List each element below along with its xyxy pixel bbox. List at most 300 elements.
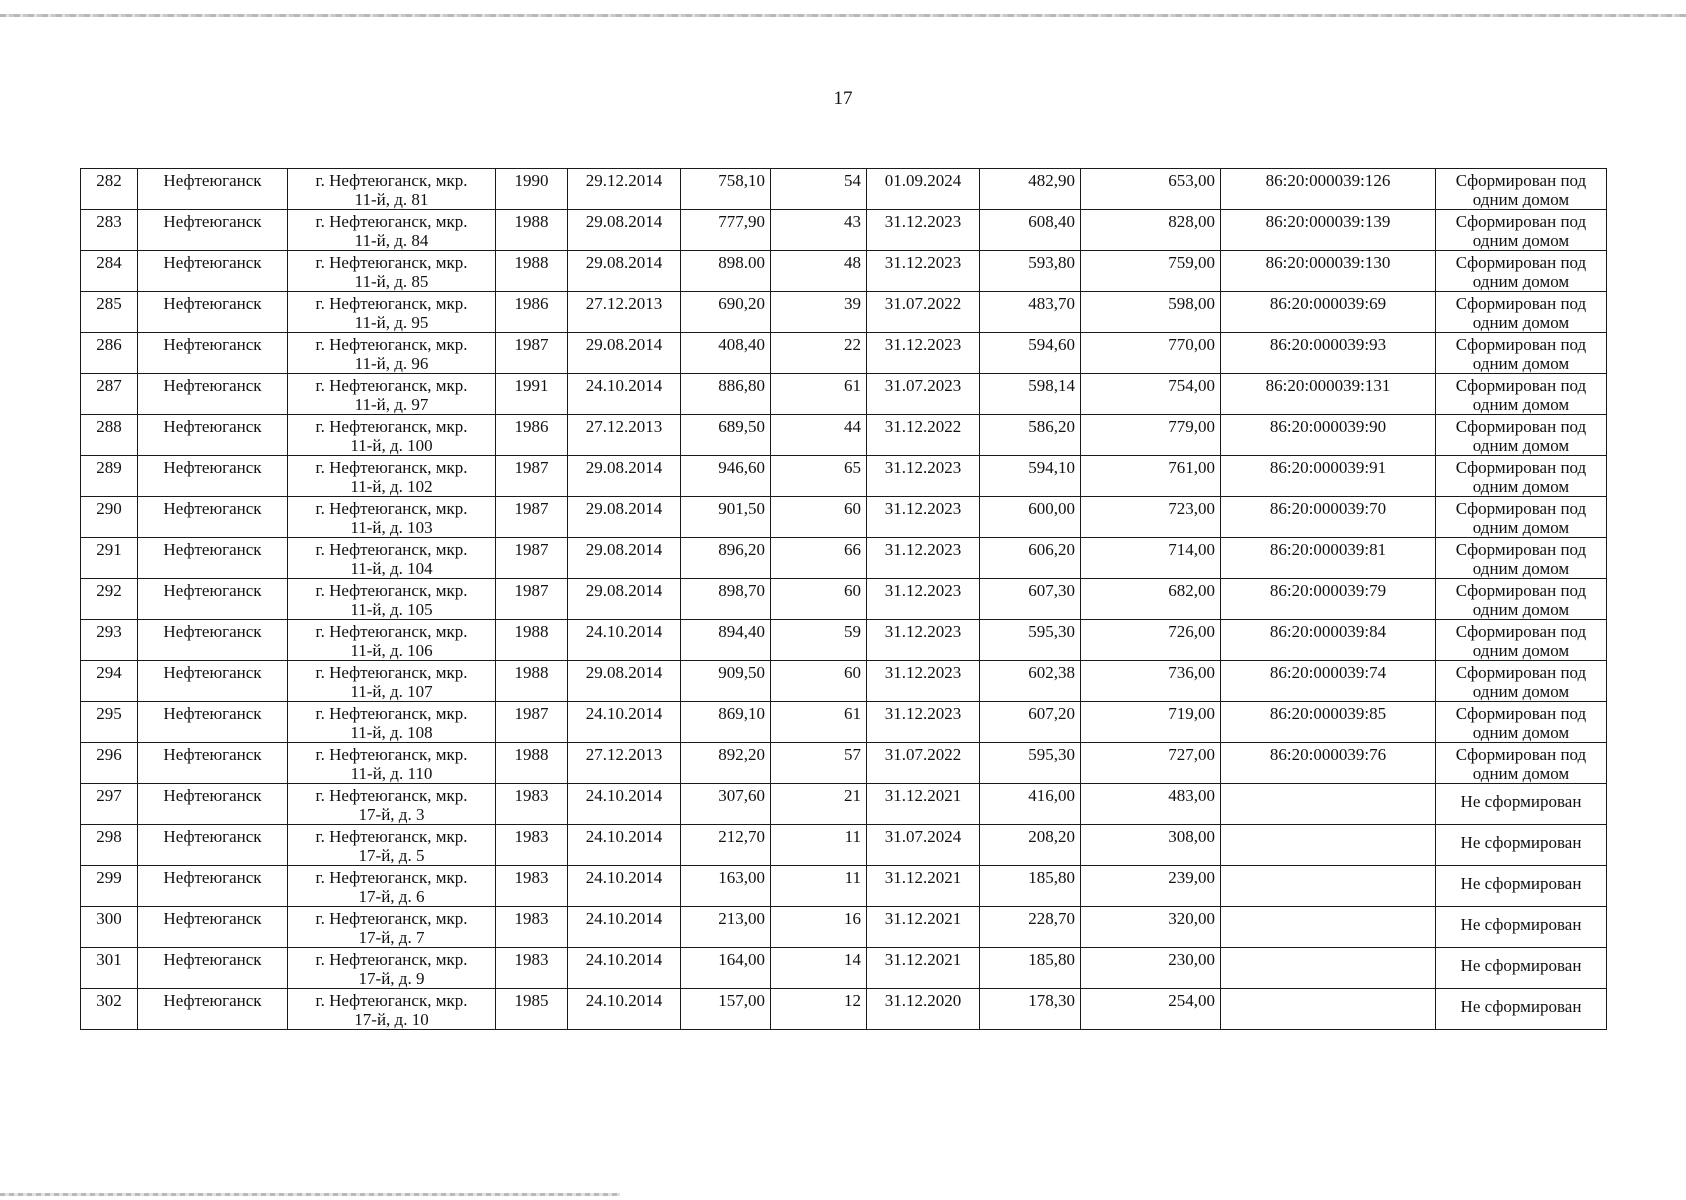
address-line-2: 17-й, д. 6 (358, 887, 425, 906)
year-cell: 1985 (496, 989, 568, 1030)
cadastral-cell: 86:20:000039:74 (1221, 661, 1436, 702)
area2-cell: 416,00 (980, 784, 1081, 825)
area2-cell: 602,38 (980, 661, 1081, 702)
year-cell: 1987 (496, 579, 568, 620)
year-cell: 1991 (496, 374, 568, 415)
address-cell (288, 825, 496, 866)
row-number: 291 (81, 538, 138, 579)
address-line-2: 11-й, д. 97 (354, 395, 429, 414)
area3-cell: 308,00 (1081, 825, 1221, 866)
status-line-1: Сформирован под (1455, 499, 1587, 518)
date-cell: 27.12.2013 (568, 415, 681, 456)
date-cell: 29.08.2014 (568, 579, 681, 620)
table-row (81, 374, 1607, 415)
cadastral-cell: 86:20:000039:139 (1221, 210, 1436, 251)
status-line-2: одним домом (1472, 518, 1570, 537)
residents-cell: 54 (771, 169, 867, 210)
area2-cell: 228,70 (980, 907, 1081, 948)
cadastral-cell: 86:20:000039:91 (1221, 456, 1436, 497)
year-cell: 1988 (496, 661, 568, 702)
row-number: 288 (81, 415, 138, 456)
status-line-2: одним домом (1472, 313, 1570, 332)
date-cell: 24.10.2014 (568, 825, 681, 866)
row-number: 289 (81, 456, 138, 497)
row-number: 285 (81, 292, 138, 333)
status-line-2: одним домом (1472, 641, 1570, 660)
city-cell: Нефтеюганск (138, 907, 288, 948)
area-cell: 307,60 (681, 784, 771, 825)
status-line-1: Сформирован под (1455, 417, 1587, 436)
date-cell: 24.10.2014 (568, 620, 681, 661)
address-line-2: 11-й, д. 95 (354, 313, 429, 332)
status-cell (1436, 415, 1607, 456)
row-number: 283 (81, 210, 138, 251)
area2-cell: 483,70 (980, 292, 1081, 333)
city-cell: Нефтеюганск (138, 784, 288, 825)
address-cell (288, 989, 496, 1030)
row-number: 287 (81, 374, 138, 415)
table-row (81, 210, 1607, 251)
row-number: 282 (81, 169, 138, 210)
address-cell (288, 456, 496, 497)
status-cell (1436, 579, 1607, 620)
area2-cell: 608,40 (980, 210, 1081, 251)
date-cell: 24.10.2014 (568, 907, 681, 948)
end-date-cell: 31.12.2023 (867, 579, 980, 620)
address-line-2: 11-й, д. 106 (350, 641, 433, 660)
area3-cell: 726,00 (1081, 620, 1221, 661)
row-number: 300 (81, 907, 138, 948)
end-date-cell: 31.12.2021 (867, 784, 980, 825)
status-line-2: одним домом (1472, 395, 1570, 414)
city-cell: Нефтеюганск (138, 538, 288, 579)
residents-cell: 65 (771, 456, 867, 497)
address-line-1: г. Нефтеюганск, мкр. (315, 704, 468, 723)
area3-cell: 723,00 (1081, 497, 1221, 538)
residents-cell: 11 (771, 825, 867, 866)
cadastral-cell (1221, 784, 1436, 825)
status-cell (1436, 497, 1607, 538)
area3-cell: 779,00 (1081, 415, 1221, 456)
cadastral-cell: 86:20:000039:76 (1221, 743, 1436, 784)
year-cell: 1983 (496, 825, 568, 866)
table-row (81, 620, 1607, 661)
address-line-2: 11-й, д. 102 (350, 477, 433, 496)
city-cell: Нефтеюганск (138, 169, 288, 210)
area-cell: 892,20 (681, 743, 771, 784)
area2-cell: 594,60 (980, 333, 1081, 374)
status-cell (1436, 538, 1607, 579)
area-cell: 157,00 (681, 989, 771, 1030)
scan-edge-bottom (0, 1193, 620, 1196)
date-cell: 27.12.2013 (568, 292, 681, 333)
table-row (81, 907, 1607, 948)
status-cell (1436, 866, 1607, 907)
address-line-1: г. Нефтеюганск, мкр. (315, 663, 468, 682)
area-cell: 886,80 (681, 374, 771, 415)
address-line-1: г. Нефтеюганск, мкр. (315, 417, 468, 436)
year-cell: 1983 (496, 784, 568, 825)
address-cell (288, 497, 496, 538)
row-number: 284 (81, 251, 138, 292)
city-cell: Нефтеюганск (138, 661, 288, 702)
cadastral-cell: 86:20:000039:90 (1221, 415, 1436, 456)
status-line-2: одним домом (1472, 723, 1570, 742)
table-row (81, 825, 1607, 866)
area-cell: 946,60 (681, 456, 771, 497)
year-cell: 1986 (496, 292, 568, 333)
city-cell: Нефтеюганск (138, 333, 288, 374)
city-cell: Нефтеюганск (138, 456, 288, 497)
city-cell: Нефтеюганск (138, 497, 288, 538)
year-cell: 1988 (496, 210, 568, 251)
year-cell: 1990 (496, 169, 568, 210)
cadastral-cell: 86:20:000039:69 (1221, 292, 1436, 333)
address-line-1: г. Нефтеюганск, мкр. (315, 376, 468, 395)
address-cell (288, 251, 496, 292)
end-date-cell: 31.12.2023 (867, 210, 980, 251)
year-cell: 1988 (496, 251, 568, 292)
address-cell (288, 538, 496, 579)
row-number: 301 (81, 948, 138, 989)
end-date-cell: 31.07.2022 (867, 743, 980, 784)
area3-cell: 653,00 (1081, 169, 1221, 210)
residents-cell: 59 (771, 620, 867, 661)
address-line-1: г. Нефтеюганск, мкр. (315, 253, 468, 272)
address-line-1: г. Нефтеюганск, мкр. (315, 827, 468, 846)
date-cell: 24.10.2014 (568, 374, 681, 415)
status-line-1: Сформирован под (1455, 704, 1587, 723)
end-date-cell: 31.12.2023 (867, 620, 980, 661)
address-cell (288, 292, 496, 333)
row-number: 293 (81, 620, 138, 661)
area-cell: 212,70 (681, 825, 771, 866)
address-cell (288, 661, 496, 702)
table-row (81, 579, 1607, 620)
area3-cell: 483,00 (1081, 784, 1221, 825)
cadastral-cell: 86:20:000039:130 (1221, 251, 1436, 292)
area2-cell: 178,30 (980, 989, 1081, 1030)
address-cell (288, 743, 496, 784)
status-line-2: одним домом (1472, 477, 1570, 496)
table-row (81, 169, 1607, 210)
address-line-1: г. Нефтеюганск, мкр. (315, 786, 468, 805)
status-line-1: Не сформирован (1460, 956, 1582, 975)
status-cell (1436, 456, 1607, 497)
cadastral-cell (1221, 825, 1436, 866)
year-cell: 1988 (496, 620, 568, 661)
area-cell: 909,50 (681, 661, 771, 702)
address-line-2: 11-й, д. 110 (350, 764, 433, 783)
address-line-2: 17-й, д. 10 (354, 1010, 429, 1029)
row-number: 290 (81, 497, 138, 538)
area3-cell: 598,00 (1081, 292, 1221, 333)
address-line-1: г. Нефтеюганск, мкр. (315, 171, 468, 190)
area2-cell: 595,30 (980, 620, 1081, 661)
status-line-1: Сформирован под (1455, 212, 1587, 231)
area2-cell: 208,20 (980, 825, 1081, 866)
residents-cell: 16 (771, 907, 867, 948)
residents-cell: 39 (771, 292, 867, 333)
end-date-cell: 31.12.2023 (867, 251, 980, 292)
area3-cell: 828,00 (1081, 210, 1221, 251)
status-cell (1436, 333, 1607, 374)
area2-cell: 600,00 (980, 497, 1081, 538)
status-line-2: одним домом (1472, 682, 1570, 701)
address-line-1: г. Нефтеюганск, мкр. (315, 581, 468, 600)
city-cell: Нефтеюганск (138, 866, 288, 907)
address-cell (288, 784, 496, 825)
cadastral-cell: 86:20:000039:70 (1221, 497, 1436, 538)
residents-cell: 44 (771, 415, 867, 456)
status-cell (1436, 825, 1607, 866)
end-date-cell: 31.12.2021 (867, 948, 980, 989)
address-line-2: 11-й, д. 85 (354, 272, 429, 291)
table-row (81, 702, 1607, 743)
table-row (81, 743, 1607, 784)
row-number: 297 (81, 784, 138, 825)
year-cell: 1987 (496, 497, 568, 538)
residents-cell: 43 (771, 210, 867, 251)
date-cell: 24.10.2014 (568, 784, 681, 825)
cadastral-cell (1221, 989, 1436, 1030)
end-date-cell: 31.07.2023 (867, 374, 980, 415)
table-row (81, 866, 1607, 907)
status-line-1: Сформирован под (1455, 335, 1587, 354)
table-row (81, 989, 1607, 1030)
area-cell: 758,10 (681, 169, 771, 210)
area-cell: 777,90 (681, 210, 771, 251)
area2-cell: 594,10 (980, 456, 1081, 497)
cadastral-cell: 86:20:000039:85 (1221, 702, 1436, 743)
city-cell: Нефтеюганск (138, 579, 288, 620)
table-row (81, 251, 1607, 292)
area-cell: 163,00 (681, 866, 771, 907)
end-date-cell: 31.12.2023 (867, 661, 980, 702)
year-cell: 1986 (496, 415, 568, 456)
city-cell: Нефтеюганск (138, 415, 288, 456)
address-line-2: 17-й, д. 5 (358, 846, 425, 865)
residents-cell: 57 (771, 743, 867, 784)
city-cell: Нефтеюганск (138, 948, 288, 989)
table-row (81, 784, 1607, 825)
status-cell (1436, 989, 1607, 1030)
city-cell: Нефтеюганск (138, 620, 288, 661)
date-cell: 29.08.2014 (568, 251, 681, 292)
status-line-1: Сформирован под (1455, 540, 1587, 559)
row-number: 294 (81, 661, 138, 702)
area2-cell: 185,80 (980, 866, 1081, 907)
address-cell (288, 169, 496, 210)
residents-cell: 14 (771, 948, 867, 989)
year-cell: 1983 (496, 907, 568, 948)
area3-cell: 239,00 (1081, 866, 1221, 907)
status-cell (1436, 743, 1607, 784)
area3-cell: 320,00 (1081, 907, 1221, 948)
status-line-2: одним домом (1472, 436, 1570, 455)
status-line-2: одним домом (1472, 190, 1570, 209)
status-cell (1436, 948, 1607, 989)
address-cell (288, 702, 496, 743)
address-cell (288, 948, 496, 989)
end-date-cell: 31.12.2022 (867, 415, 980, 456)
address-line-1: г. Нефтеюганск, мкр. (315, 622, 468, 641)
status-line-2: одним домом (1472, 559, 1570, 578)
address-line-1: г. Нефтеюганск, мкр. (315, 458, 468, 477)
end-date-cell: 31.12.2021 (867, 866, 980, 907)
end-date-cell: 31.12.2023 (867, 456, 980, 497)
address-line-2: 11-й, д. 105 (350, 600, 433, 619)
status-cell (1436, 907, 1607, 948)
status-cell (1436, 169, 1607, 210)
status-line-2: одним домом (1472, 354, 1570, 373)
area3-cell: 736,00 (1081, 661, 1221, 702)
status-line-1: Сформирован под (1455, 663, 1587, 682)
area3-cell: 719,00 (1081, 702, 1221, 743)
row-number: 298 (81, 825, 138, 866)
area-cell: 408,40 (681, 333, 771, 374)
address-line-2: 11-й, д. 108 (350, 723, 433, 742)
housing-register-table (80, 168, 1607, 1030)
date-cell: 29.08.2014 (568, 538, 681, 579)
area3-cell: 761,00 (1081, 456, 1221, 497)
status-cell (1436, 210, 1607, 251)
cadastral-cell: 86:20:000039:126 (1221, 169, 1436, 210)
residents-cell: 60 (771, 661, 867, 702)
status-cell (1436, 661, 1607, 702)
area2-cell: 606,20 (980, 538, 1081, 579)
status-cell (1436, 251, 1607, 292)
status-line-1: Сформирован под (1455, 376, 1587, 395)
residents-cell: 12 (771, 989, 867, 1030)
area-cell: 689,50 (681, 415, 771, 456)
end-date-cell: 31.12.2023 (867, 497, 980, 538)
year-cell: 1987 (496, 702, 568, 743)
address-cell (288, 579, 496, 620)
residents-cell: 11 (771, 866, 867, 907)
residents-cell: 48 (771, 251, 867, 292)
area2-cell: 586,20 (980, 415, 1081, 456)
status-line-1: Не сформирован (1460, 833, 1582, 852)
address-cell (288, 333, 496, 374)
end-date-cell: 31.12.2023 (867, 333, 980, 374)
city-cell: Нефтеюганск (138, 251, 288, 292)
status-line-1: Сформирован под (1455, 622, 1587, 641)
year-cell: 1987 (496, 456, 568, 497)
residents-cell: 22 (771, 333, 867, 374)
address-line-1: г. Нефтеюганск, мкр. (315, 294, 468, 313)
address-line-1: г. Нефтеюганск, мкр. (315, 212, 468, 231)
end-date-cell: 01.09.2024 (867, 169, 980, 210)
address-line-2: 11-й, д. 104 (350, 559, 433, 578)
address-cell (288, 374, 496, 415)
cadastral-cell (1221, 866, 1436, 907)
status-line-1: Не сформирован (1460, 874, 1582, 893)
address-line-1: г. Нефтеюганск, мкр. (315, 499, 468, 518)
area3-cell: 714,00 (1081, 538, 1221, 579)
address-line-2: 11-й, д. 100 (350, 436, 433, 455)
cadastral-cell (1221, 948, 1436, 989)
address-line-2: 17-й, д. 3 (358, 805, 425, 824)
area-cell: 901,50 (681, 497, 771, 538)
table-row (81, 538, 1607, 579)
area2-cell: 482,90 (980, 169, 1081, 210)
area3-cell: 754,00 (1081, 374, 1221, 415)
date-cell: 27.12.2013 (568, 743, 681, 784)
status-line-1: Не сформирован (1460, 915, 1582, 934)
table-row (81, 292, 1607, 333)
address-line-2: 11-й, д. 96 (354, 354, 429, 373)
area3-cell: 682,00 (1081, 579, 1221, 620)
area-cell: 869,10 (681, 702, 771, 743)
area2-cell: 185,80 (980, 948, 1081, 989)
end-date-cell: 31.07.2022 (867, 292, 980, 333)
residents-cell: 60 (771, 579, 867, 620)
address-line-1: г. Нефтеюганск, мкр. (315, 950, 468, 969)
row-number: 299 (81, 866, 138, 907)
year-cell: 1987 (496, 333, 568, 374)
status-line-1: Не сформирован (1460, 792, 1582, 811)
row-number: 302 (81, 989, 138, 1030)
area2-cell: 607,20 (980, 702, 1081, 743)
status-line-2: одним домом (1472, 231, 1570, 250)
city-cell: Нефтеюганск (138, 374, 288, 415)
area-cell: 690,20 (681, 292, 771, 333)
area-cell: 164,00 (681, 948, 771, 989)
city-cell: Нефтеюганск (138, 825, 288, 866)
cadastral-cell: 86:20:000039:79 (1221, 579, 1436, 620)
date-cell: 29.12.2014 (568, 169, 681, 210)
status-line-1: Сформирован под (1455, 458, 1587, 477)
address-line-2: 17-й, д. 7 (358, 928, 425, 947)
address-line-2: 11-й, д. 103 (350, 518, 433, 537)
area3-cell: 770,00 (1081, 333, 1221, 374)
year-cell: 1983 (496, 948, 568, 989)
year-cell: 1983 (496, 866, 568, 907)
area2-cell: 598,14 (980, 374, 1081, 415)
table-row (81, 333, 1607, 374)
status-cell (1436, 292, 1607, 333)
address-line-2: 11-й, д. 107 (350, 682, 433, 701)
area-cell: 898,70 (681, 579, 771, 620)
address-cell (288, 907, 496, 948)
address-line-2: 17-й, д. 9 (358, 969, 425, 988)
city-cell: Нефтеюганск (138, 702, 288, 743)
status-line-1: Сформирован под (1455, 171, 1587, 190)
status-line-2: одним домом (1472, 764, 1570, 783)
row-number: 286 (81, 333, 138, 374)
status-line-1: Не сформирован (1460, 997, 1582, 1016)
area2-cell: 593,80 (980, 251, 1081, 292)
end-date-cell: 31.07.2024 (867, 825, 980, 866)
area2-cell: 607,30 (980, 579, 1081, 620)
date-cell: 24.10.2014 (568, 702, 681, 743)
address-line-2: 11-й, д. 81 (354, 190, 429, 209)
address-cell (288, 210, 496, 251)
residents-cell: 66 (771, 538, 867, 579)
date-cell: 29.08.2014 (568, 333, 681, 374)
date-cell: 29.08.2014 (568, 497, 681, 538)
end-date-cell: 31.12.2021 (867, 907, 980, 948)
date-cell: 29.08.2014 (568, 661, 681, 702)
city-cell: Нефтеюганск (138, 989, 288, 1030)
cadastral-cell (1221, 907, 1436, 948)
address-line-1: г. Нефтеюганск, мкр. (315, 868, 468, 887)
status-cell (1436, 702, 1607, 743)
scan-edge-top (0, 14, 1686, 17)
status-cell (1436, 620, 1607, 661)
date-cell: 24.10.2014 (568, 989, 681, 1030)
